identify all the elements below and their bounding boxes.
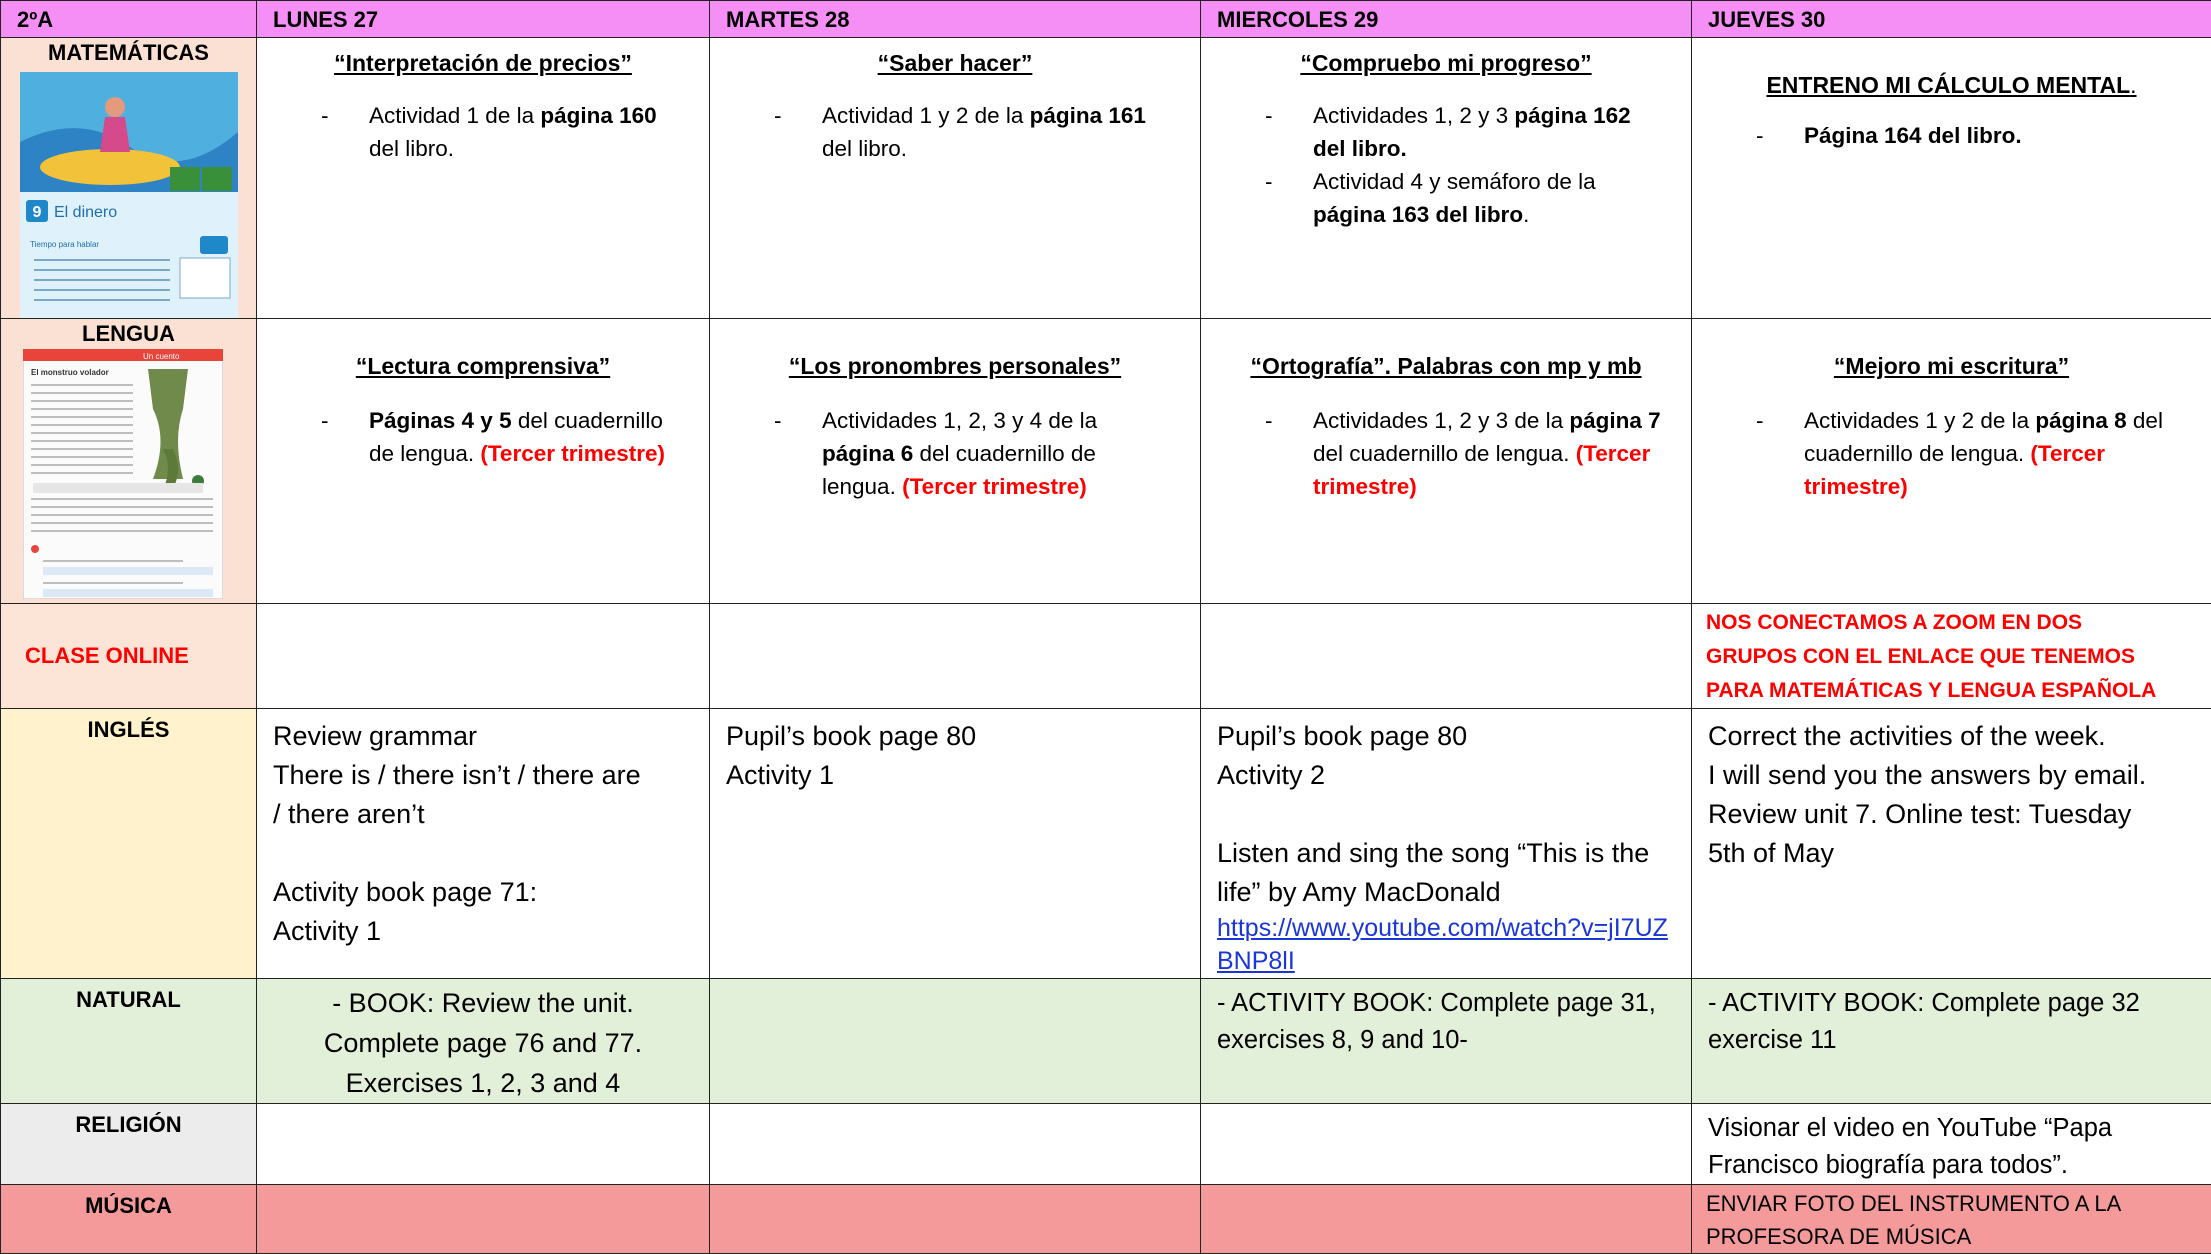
lengua-workbook-image	[23, 349, 223, 599]
text-line: Activity book page 71:	[273, 873, 695, 912]
subject-label: MATEMÁTICAS	[1, 38, 256, 66]
cell-mat-tuesday	[710, 38, 1201, 319]
day-thursday: JUEVES 30	[1692, 1, 2211, 38]
cell-online-wednesday	[1201, 604, 1692, 709]
list-item: - Actividades 1, 2 y 3 página 162 del libro.	[1265, 99, 1673, 165]
cell-ing-thursday	[1692, 709, 2211, 979]
subject-cell	[1, 38, 257, 319]
activity-title: “Saber hacer”	[710, 38, 1200, 77]
text-line: Pupil’s book page 80	[1217, 717, 1677, 756]
subject-cell	[1, 709, 257, 979]
list-item: - Actividades 1, 2, 3 y 4 de la página 6 del cuadernillo de lengua. (Tercer trimestre)	[774, 404, 1182, 503]
math-textbook-image	[20, 72, 238, 318]
list-item: - Actividad 1 de la página 160 del libro.	[321, 99, 691, 165]
text-line: Activity 1	[273, 912, 695, 951]
row-natural	[1, 979, 2211, 1104]
list-item: - Actividad 1 y 2 de la página 161 del libro.	[774, 99, 1182, 165]
activity-title: “Ortografía”. Palabras con mp y mb	[1201, 319, 1691, 380]
text-line: There is / there isn’t / there are	[273, 756, 695, 795]
cell-nat-monday	[257, 979, 710, 1104]
text-line: 5th of May	[1708, 834, 2197, 873]
row-clase-online	[1, 604, 2211, 709]
day-tuesday: MARTES 28	[710, 1, 1201, 38]
cell-mat-monday	[257, 38, 710, 319]
subject-cell	[1, 979, 257, 1104]
cell-mat-wednesday	[1201, 38, 1692, 319]
text-line: Pupil’s book page 80	[726, 717, 1186, 756]
cell-rel-tuesday	[710, 1104, 1201, 1185]
text-line: Exercises 1, 2, 3 and 4	[257, 1063, 709, 1103]
activity-title: “Lectura comprensiva”	[257, 319, 709, 380]
activity-title: “Los pronombres personales”	[710, 319, 1200, 380]
cell-rel-wednesday	[1201, 1104, 1692, 1185]
activity-title: ENTRENO MI CÁLCULO MENTAL.	[1692, 38, 2211, 99]
cell-len-wednesday	[1201, 319, 1692, 604]
cell-mus-tuesday	[710, 1185, 1201, 1254]
cell-ing-tuesday	[710, 709, 1201, 979]
text-line: exercise 11	[1708, 1022, 2197, 1059]
cell-mat-thursday	[1692, 38, 2211, 319]
subject-label: CLASE ONLINE	[1, 643, 256, 669]
cell-rel-monday	[257, 1104, 710, 1185]
text-line: Francisco biografía para todos”.	[1708, 1147, 2197, 1184]
list-item: - Actividades 1, 2 y 3 de la página 7 del cuadernillo de lengua. (Tercer trimestre)	[1265, 404, 1673, 503]
text-line: Review grammar	[273, 717, 695, 756]
svg-text:Tiempo para hablar: Tiempo para hablar	[30, 240, 99, 249]
class-label: 2ºA	[1, 1, 257, 38]
cell-ing-monday	[257, 709, 710, 979]
text-line: / there aren’t	[273, 795, 695, 834]
subject-label: MÚSICA	[1, 1185, 256, 1219]
day-monday: LUNES 27	[257, 1, 710, 38]
subject-cell	[1, 319, 257, 604]
text-line: ENVIAR FOTO DEL INSTRUMENTO A LA	[1706, 1187, 2201, 1220]
cell-mus-monday	[257, 1185, 710, 1254]
svg-text:El dinero: El dinero	[54, 204, 117, 221]
activity-title: “Compruebo mi progreso”	[1201, 38, 1691, 77]
list-item: - Páginas 4 y 5 del cuadernillo de lengua. (Tercer trimestre)	[321, 404, 691, 470]
online-note-line: PARA MATEMÁTICAS Y LENGUA ESPAÑOLA	[1706, 674, 2203, 708]
cell-ing-wednesday	[1201, 709, 1692, 979]
text-line: I will send you the answers by email.	[1708, 756, 2197, 795]
subject-label: NATURAL	[1, 979, 256, 1013]
cell-online-tuesday	[710, 604, 1201, 709]
cell-nat-thursday	[1692, 979, 2211, 1104]
subject-cell	[1, 1185, 257, 1254]
row-musica	[1, 1185, 2211, 1254]
cell-mus-wednesday	[1201, 1185, 1692, 1254]
row-religion	[1, 1104, 2211, 1185]
subject-label: LENGUA	[1, 319, 256, 347]
row-ingles	[1, 709, 2211, 979]
online-note-line: NOS CONECTAMOS A ZOOM EN DOS	[1706, 606, 2203, 640]
text-line: PROFESORA DE MÚSICA	[1706, 1220, 2201, 1253]
cell-rel-thursday	[1692, 1104, 2211, 1185]
cell-nat-tuesday	[710, 979, 1201, 1104]
list-item: - Página 164 del libro.	[1756, 119, 2193, 152]
text-line: Complete page 76 and 77.	[257, 1023, 709, 1063]
text-line: Activity 2	[1217, 756, 1677, 795]
activity-title: “Mejoro mi escritura”	[1692, 319, 2211, 380]
cell-nat-wednesday	[1201, 979, 1692, 1104]
header-row	[1, 1, 2211, 38]
text-line: Correct the activities of the week.	[1708, 717, 2197, 756]
subject-cell	[1, 1104, 257, 1185]
text-line: - ACTIVITY BOOK: Complete page 31,	[1217, 985, 1677, 1022]
cell-mus-thursday	[1692, 1185, 2211, 1254]
subject-cell	[1, 604, 257, 709]
svg-text:9: 9	[32, 204, 41, 221]
cell-len-tuesday	[710, 319, 1201, 604]
activity-title: “Interpretación de precios”	[257, 38, 709, 77]
text-line: Listen and sing the song “This is the	[1217, 834, 1677, 873]
cell-online-monday	[257, 604, 710, 709]
list-item: - Actividades 1 y 2 de la página 8 del cuadernillo de lengua. (Tercer trimestre)	[1756, 404, 2193, 503]
list-item: - Actividad 4 y semáforo de la página 163 del libro.	[1265, 165, 1673, 231]
cell-len-thursday	[1692, 319, 2211, 604]
svg-text:El monstruo volador: El monstruo volador	[31, 368, 109, 377]
youtube-link[interactable]: https://www.youtube.com/watch?v=jI7UZBNP8lI	[1217, 912, 1677, 978]
row-lengua	[1, 319, 2211, 604]
text-line: life” by Amy MacDonald	[1217, 873, 1677, 912]
text-line: - BOOK: Review the unit.	[257, 983, 709, 1023]
subject-label: RELIGIÓN	[1, 1104, 256, 1138]
svg-text:Un cuento: Un cuento	[143, 352, 180, 361]
day-wednesday: MIERCOLES 29	[1201, 1, 1692, 38]
text-line: exercises 8, 9 and 10-	[1217, 1022, 1677, 1059]
text-line: Activity 1	[726, 756, 1186, 795]
text-line: Visionar el video en YouTube “Papa	[1708, 1110, 2197, 1147]
text-line: - ACTIVITY BOOK: Complete page 32	[1708, 985, 2197, 1022]
row-matematicas	[1, 38, 2211, 319]
cell-online-thursday	[1692, 604, 2211, 709]
cell-len-monday	[257, 319, 710, 604]
online-note-line: GRUPOS CON EL ENLACE QUE TENEMOS	[1706, 640, 2203, 674]
subject-label: INGLÉS	[1, 709, 256, 743]
text-line: Review unit 7. Online test: Tuesday	[1708, 795, 2197, 834]
